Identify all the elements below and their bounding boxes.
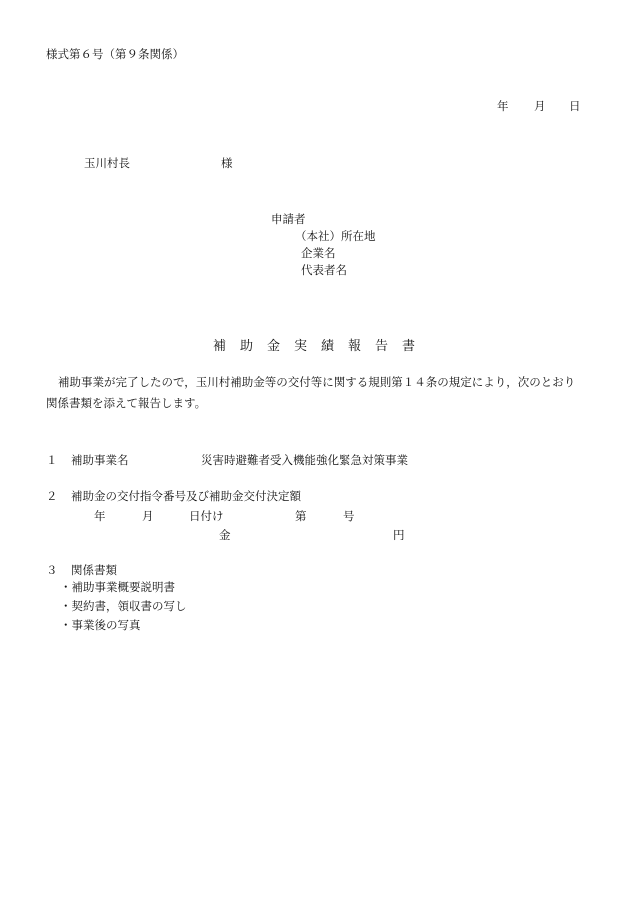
date-year-label: 年	[497, 99, 509, 113]
applicant-representative-label: 代表者名	[301, 263, 347, 277]
item2-dai-label: 第	[295, 509, 307, 523]
body-line-1: 補助事業が完了したので，玉川村補助金等の交付等に関する規則第１４条の規定により，次のとおり	[58, 375, 576, 389]
applicant-address-label: （本社）所在地	[295, 229, 376, 243]
item2-yen-label: 円	[393, 528, 405, 542]
item2-number: ２	[46, 489, 58, 503]
related-doc-item: ・補助事業概要説明書	[60, 580, 175, 594]
item2-go-label: 号	[343, 509, 355, 523]
item2-month-label: 月	[142, 509, 154, 523]
form-number: 様式第６号（第９条関係）	[46, 47, 184, 61]
date-month-label: 月	[534, 99, 546, 113]
item3-label: 関係書類	[71, 563, 117, 577]
body-line-2: 関係書類を添えて報告します。	[46, 396, 207, 410]
item1-number: １	[46, 453, 58, 467]
date-day-label: 日	[569, 99, 581, 113]
item1-label: 補助事業名	[71, 453, 129, 467]
item2-label: 補助金の交付指令番号及び補助金交付決定額	[71, 489, 301, 503]
item2-kin-label: 金	[219, 528, 231, 542]
related-doc-item: ・事業後の写真	[60, 618, 141, 632]
applicant-company-label: 企業名	[301, 246, 336, 260]
item2-year-label: 年	[94, 509, 106, 523]
item3-number: ３	[46, 563, 58, 577]
applicant-label: 申請者	[271, 212, 306, 226]
document-title: 補助金実績報告書	[213, 339, 430, 354]
item2-dated-label: 日付け	[189, 509, 224, 523]
body-paragraph	[46, 372, 586, 414]
item1-value: 災害時避難者受入機能強化緊急対策事業	[201, 453, 408, 467]
addressee-honorific: 様	[221, 156, 233, 170]
related-doc-item: ・契約書，領収書の写し	[60, 599, 187, 613]
addressee-name: 玉川村長	[84, 156, 130, 170]
